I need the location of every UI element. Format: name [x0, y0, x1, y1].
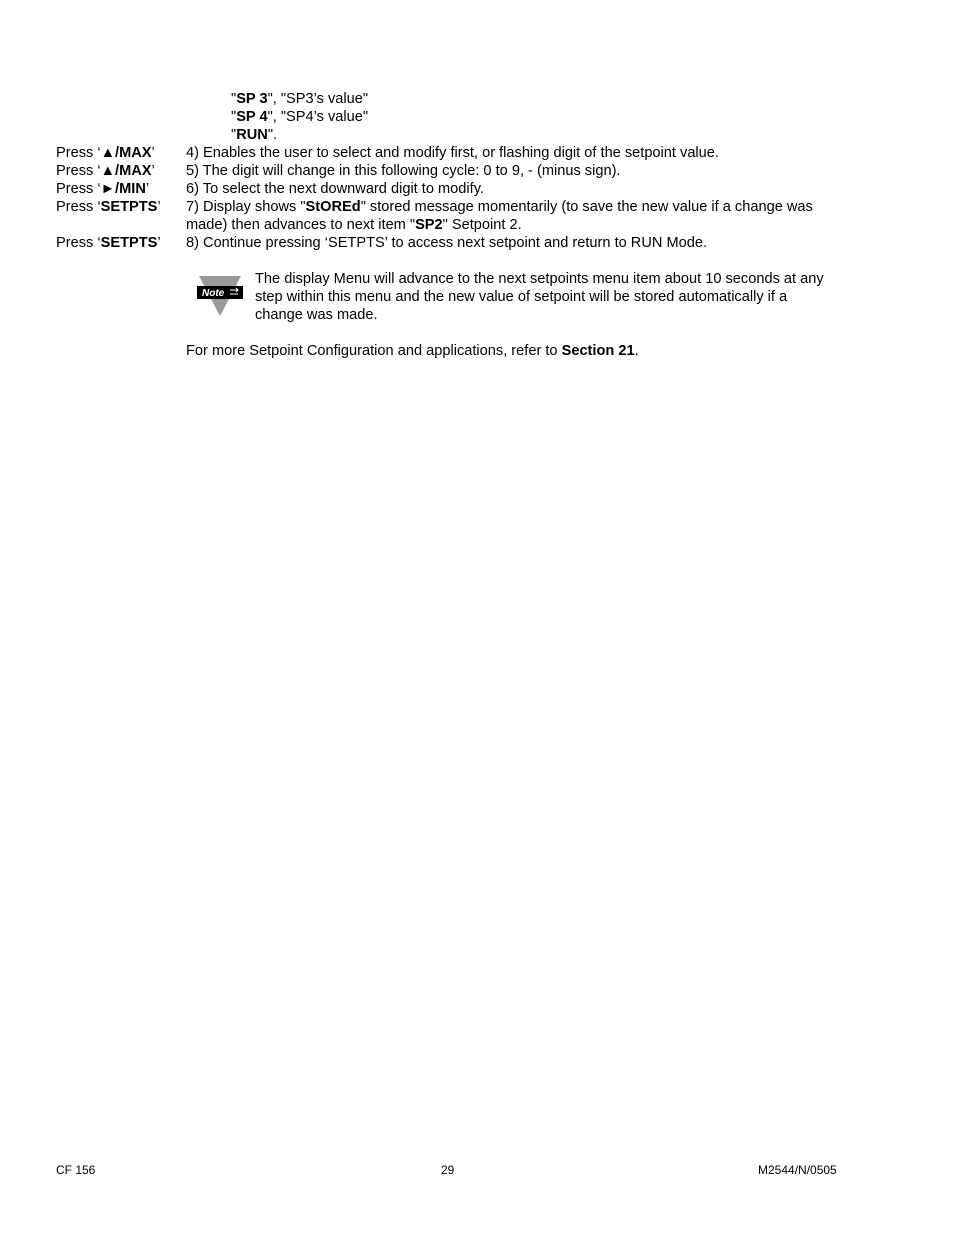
key-name: SETPTS — [100, 199, 158, 215]
note-text-line: step within this menu and the new value of setpoint will be stored automatically if a — [255, 289, 788, 305]
press-key-label: Press ‘▲/MAX’ — [56, 163, 155, 179]
option-line-run: "RUN". — [231, 127, 278, 143]
next-item-name: SP2 — [415, 217, 443, 233]
option-value: "SP3’s value" — [280, 91, 369, 107]
key-name: SETPTS — [100, 235, 158, 251]
step-description: 8) Continue pressing ‘SETPTS’ to access next setpoint and return to RUN Mode. — [186, 235, 708, 251]
option-value: "SP4’s value" — [280, 109, 369, 125]
note-icon — [197, 274, 243, 318]
note-label: Note — [202, 288, 225, 299]
key-name: ▲/MAX — [100, 145, 152, 161]
note-text-line: The display Menu will advance to the next setpoints menu item about 10 seconds at any — [255, 271, 824, 287]
option-name: SP 4 — [236, 109, 268, 125]
footer-doc-code: M2544/N/0505 — [758, 1163, 837, 1177]
key-name: ►/MIN — [100, 181, 146, 197]
option-line-sp3: "SP 3", "SP3’s value" — [231, 91, 369, 107]
section-link-text: Section 21 — [561, 343, 635, 359]
option-line-sp4: "SP 4", "SP4’s value" — [231, 109, 369, 125]
footer-model: CF 156 — [56, 1163, 96, 1177]
option-name: RUN — [236, 127, 268, 143]
step-description: 5) The digit will change in this following cycle: 0 to 9, - (minus sign). — [186, 163, 621, 179]
step-description: 6) To select the next downward digit to modify. — [186, 181, 484, 197]
note-text-line: change was made. — [255, 307, 378, 323]
press-key-label: Press ‘►/MIN’ — [56, 181, 150, 197]
press-key-label: Press ‘▲/MAX’ — [56, 145, 155, 161]
press-key-label: Press ‘SETPTS’ — [56, 199, 161, 215]
display-message: StOREd — [305, 199, 361, 215]
step-description: 7) Display shows "StOREd" stored message momentarily (to save the new value if a change was — [186, 199, 813, 215]
press-key-label: Press ‘SETPTS’ — [56, 235, 161, 251]
section-reference: For more Setpoint Configuration and applications, refer to Section 21. — [186, 343, 639, 359]
key-name: ▲/MAX — [100, 163, 152, 179]
step-description-continued: made) then advances to next item "SP2" Setpoint 2. — [186, 217, 522, 233]
footer-page-number: 29 — [441, 1163, 455, 1177]
option-name: SP 3 — [236, 91, 268, 107]
step-description: 4) Enables the user to select and modify first, or flashing digit of the setpoint value. — [186, 145, 719, 161]
